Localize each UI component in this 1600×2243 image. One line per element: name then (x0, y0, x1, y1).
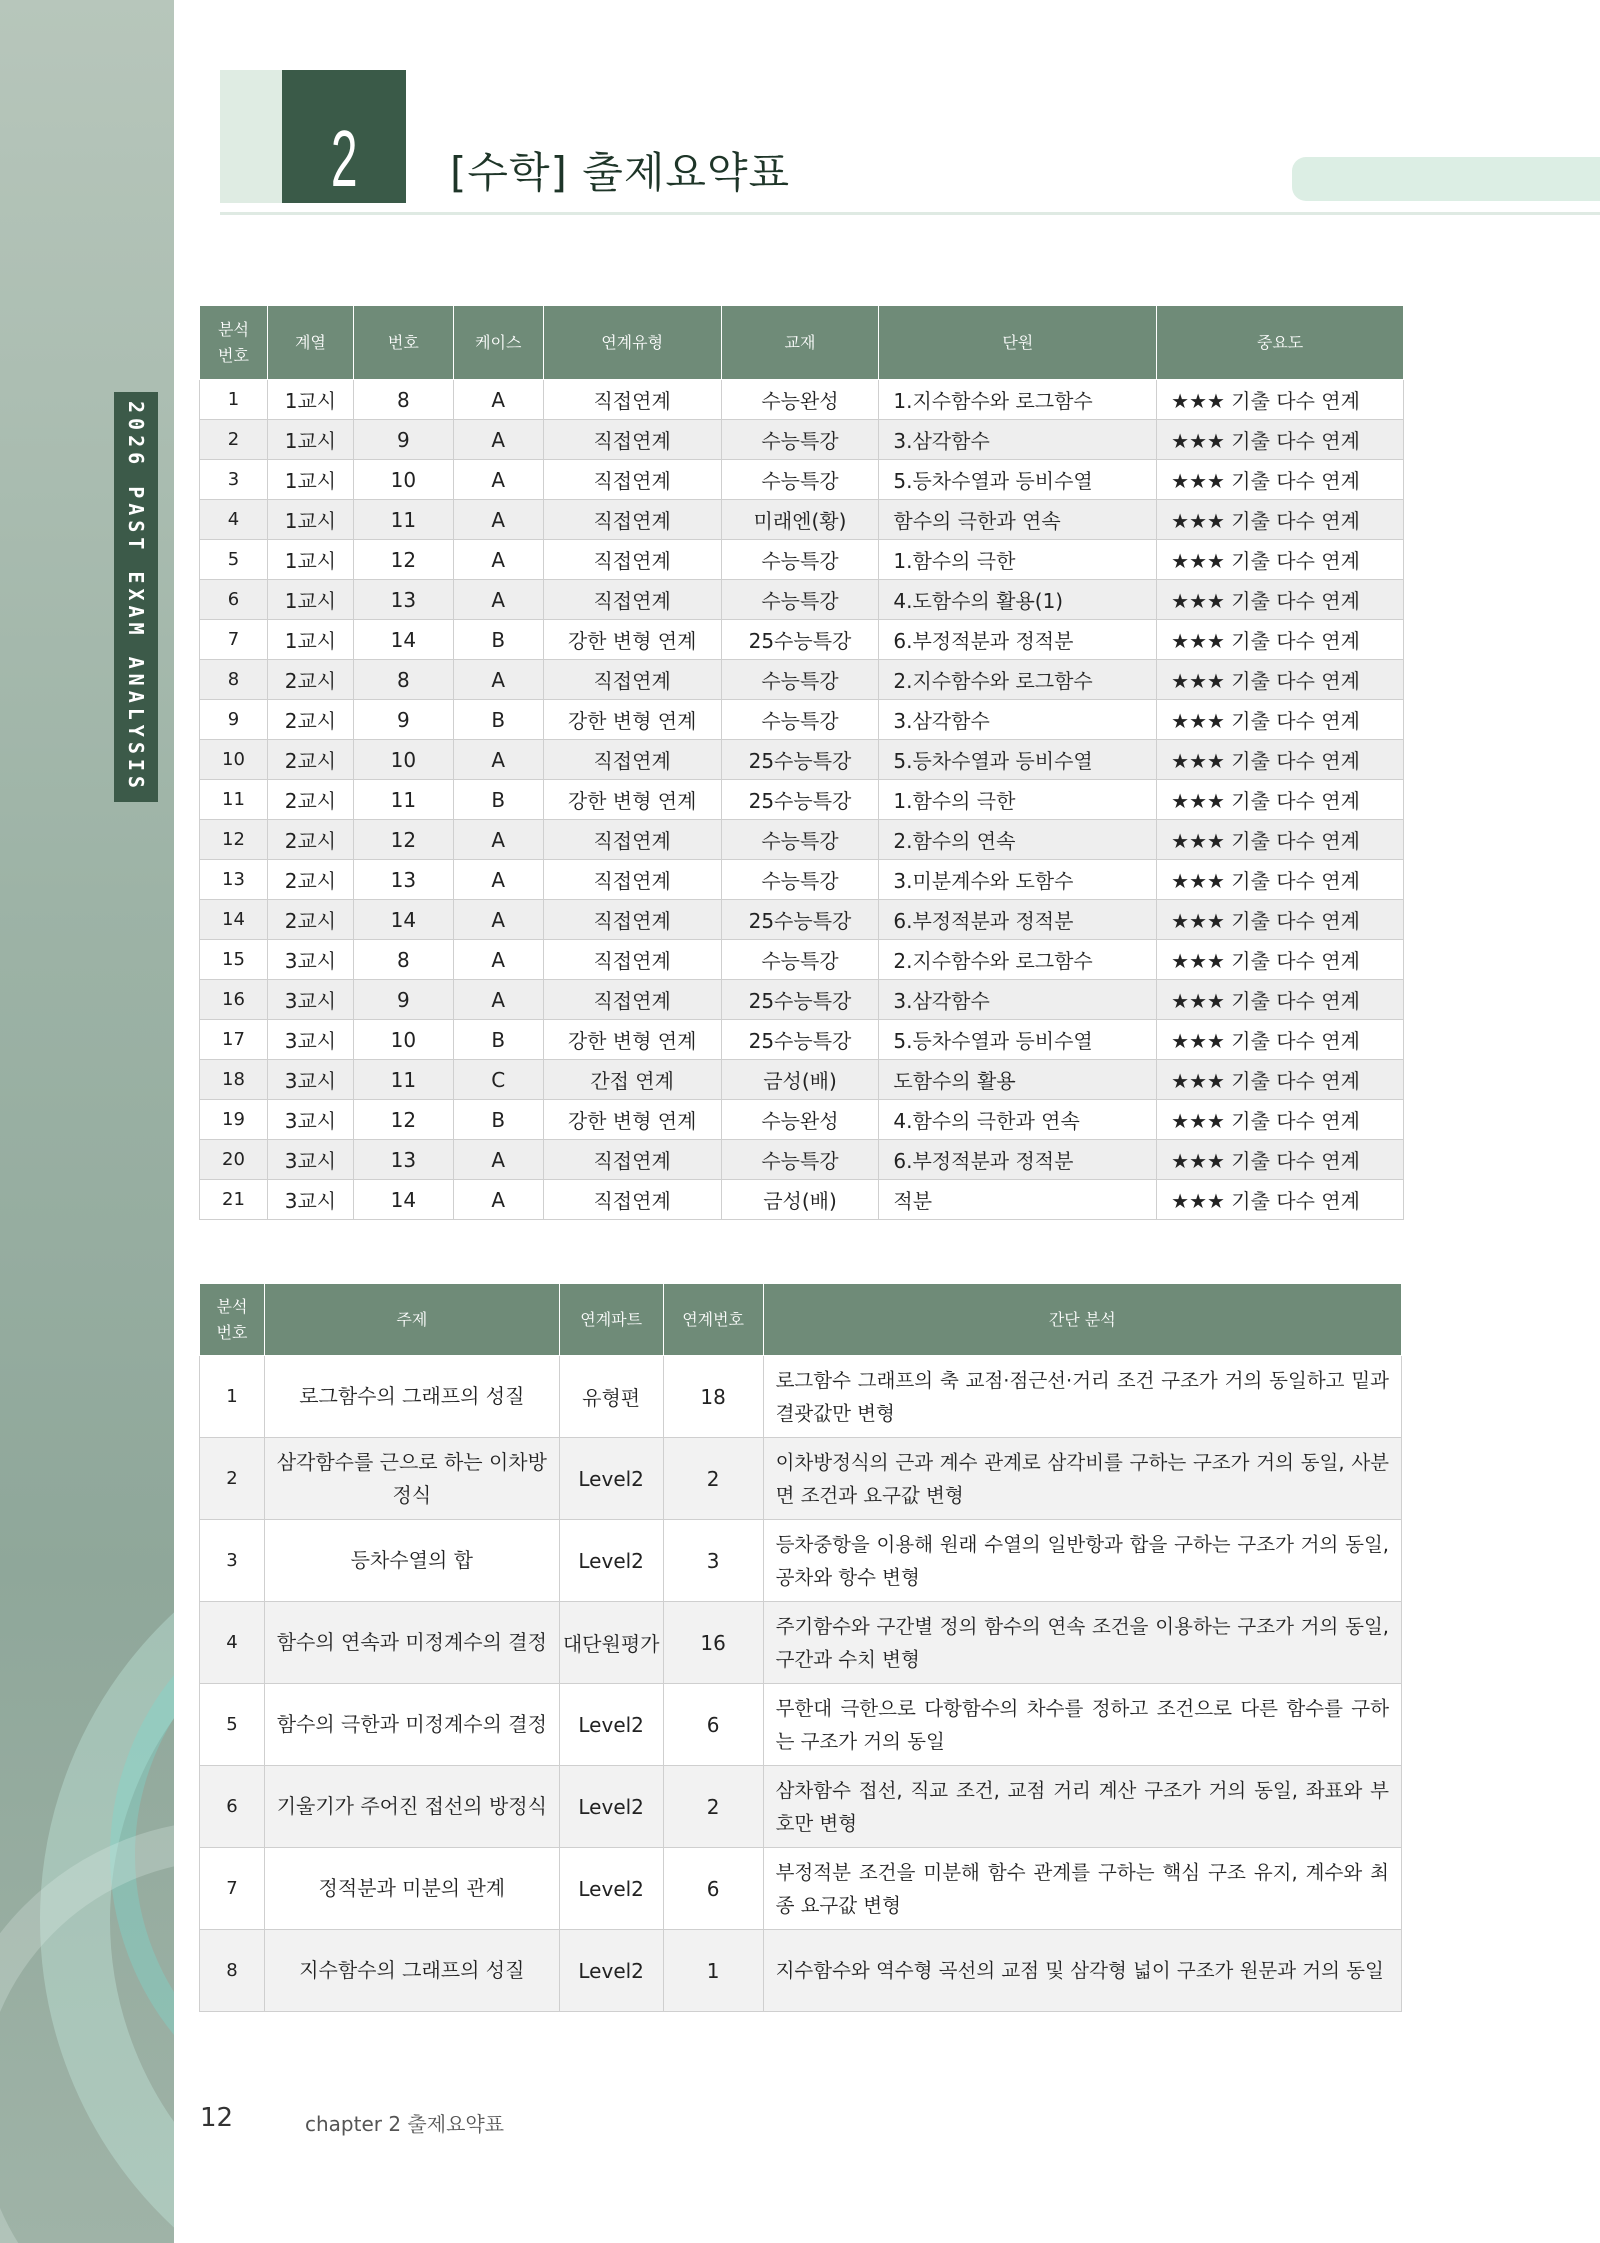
linkage-number-cell: 3 (663, 1520, 763, 1602)
linkage-type-cell: 직접연계 (543, 380, 721, 420)
brief-analysis-cell: 삼차함수 접선, 직교 조건, 교점 거리 계산 구조가 거의 동일, 좌표와 부호만 변형 (763, 1766, 1401, 1848)
analysis-number-cell: 5 (200, 540, 268, 580)
importance-cell: ★★★ 기출 다수 연계 (1157, 460, 1404, 500)
chapter-number: 2 (330, 114, 358, 203)
table-row (200, 740, 1404, 780)
header-pill (1292, 157, 1600, 201)
column-header: 교재 (721, 306, 879, 380)
unit-cell: 2.지수함수와 로그함수 (879, 940, 1157, 980)
question-number-cell: 14 (353, 620, 453, 660)
linkage-number-cell: 1 (663, 1930, 763, 2012)
linkage-type-cell: 직접연계 (543, 980, 721, 1020)
footer-chapter-label: chapter 2 출제요약표 (305, 2112, 505, 2136)
question-number-cell: 9 (353, 700, 453, 740)
question-number-cell: 8 (353, 380, 453, 420)
textbook-cell: 미래엔(황) (721, 500, 879, 540)
table-row (200, 540, 1404, 580)
importance-cell: ★★★ 기출 다수 연계 (1157, 820, 1404, 860)
unit-cell: 1.함수의 극한 (879, 780, 1157, 820)
question-number-cell: 8 (353, 660, 453, 700)
importance-cell: ★★★ 기출 다수 연계 (1157, 1180, 1404, 1220)
textbook-cell: 수능특강 (721, 420, 879, 460)
session-cell: 1교시 (267, 460, 353, 500)
session-cell: 3교시 (267, 940, 353, 980)
linkage-type-cell: 직접연계 (543, 740, 721, 780)
case-cell: B (453, 1100, 543, 1140)
table-row (200, 580, 1404, 620)
textbook-cell: 금성(배) (721, 1180, 879, 1220)
linkage-type-cell: 직접연계 (543, 940, 721, 980)
session-cell: 3교시 (267, 1060, 353, 1100)
question-number-cell: 9 (353, 980, 453, 1020)
analysis-number-cell: 20 (200, 1140, 268, 1180)
unit-cell: 3.삼각함수 (879, 420, 1157, 460)
question-number-cell: 13 (353, 860, 453, 900)
session-cell: 2교시 (267, 820, 353, 860)
linkage-type-cell: 강한 변형 연계 (543, 1020, 721, 1060)
analysis-number-cell: 4 (200, 500, 268, 540)
linkage-part-cell: 유형편 (559, 1356, 663, 1438)
unit-cell: 4.도함수의 활용(1) (879, 580, 1157, 620)
textbook-cell: 수능특강 (721, 940, 879, 980)
brief-analysis-cell: 등차중항을 이용해 원래 수열의 일반항과 합을 구하는 구조가 거의 동일, 공차와 항수 변형 (763, 1520, 1401, 1602)
linkage-part-cell: Level2 (559, 1766, 663, 1848)
unit-cell: 3.삼각함수 (879, 980, 1157, 1020)
brief-analysis-cell: 무한대 극한으로 다항함수의 차수를 정하고 조건으로 다른 함수를 구하는 구조가 거의 동일 (763, 1684, 1401, 1766)
column-header: 분석 번호 (200, 1284, 265, 1356)
table-row (200, 620, 1404, 660)
importance-cell: ★★★ 기출 다수 연계 (1157, 900, 1404, 940)
importance-cell: ★★★ 기출 다수 연계 (1157, 940, 1404, 980)
table-row (200, 1438, 1402, 1520)
unit-cell: 5.등차수열과 등비수열 (879, 740, 1157, 780)
question-number-cell: 11 (353, 780, 453, 820)
analysis-number-cell: 16 (200, 980, 268, 1020)
session-cell: 3교시 (267, 1020, 353, 1060)
textbook-cell: 25수능특강 (721, 1020, 879, 1060)
table-row (200, 1930, 1402, 2012)
session-cell: 3교시 (267, 980, 353, 1020)
analysis-number-cell: 1 (200, 1356, 265, 1438)
session-cell: 2교시 (267, 860, 353, 900)
case-cell: B (453, 620, 543, 660)
importance-cell: ★★★ 기출 다수 연계 (1157, 1060, 1404, 1100)
topic-cell: 지수함수의 그래프의 성질 (264, 1930, 559, 2012)
analysis-number-cell: 7 (200, 620, 268, 660)
session-cell: 1교시 (267, 580, 353, 620)
case-cell: C (453, 1060, 543, 1100)
unit-cell: 2.함수의 연속 (879, 820, 1157, 860)
table-row (200, 1060, 1404, 1100)
side-label (114, 392, 158, 802)
decorative-ring (0, 1820, 174, 2243)
importance-cell: ★★★ 기출 다수 연계 (1157, 1140, 1404, 1180)
analysis-number-cell: 1 (200, 380, 268, 420)
table-row (200, 420, 1404, 460)
linkage-type-cell: 강한 변형 연계 (543, 780, 721, 820)
column-header: 연계유형 (543, 306, 721, 380)
importance-cell: ★★★ 기출 다수 연계 (1157, 700, 1404, 740)
unit-cell: 적분 (879, 1180, 1157, 1220)
table-row (200, 940, 1404, 980)
analysis-number-cell: 9 (200, 700, 268, 740)
textbook-cell: 수능특강 (721, 460, 879, 500)
linkage-type-cell: 직접연계 (543, 460, 721, 500)
case-cell: A (453, 740, 543, 780)
column-header: 계열 (267, 306, 353, 380)
textbook-cell: 수능특강 (721, 820, 879, 860)
linkage-type-cell: 직접연계 (543, 540, 721, 580)
table-row (200, 660, 1404, 700)
table-row (200, 380, 1404, 420)
analysis-number-cell: 17 (200, 1020, 268, 1060)
table-row (200, 1356, 1402, 1438)
table-header-row (200, 1284, 1402, 1356)
case-cell: A (453, 420, 543, 460)
topic-cell: 함수의 극한과 미정계수의 결정 (264, 1684, 559, 1766)
question-number-cell: 12 (353, 540, 453, 580)
case-cell: B (453, 780, 543, 820)
table-row (200, 1180, 1404, 1220)
table-row (200, 1020, 1404, 1060)
linkage-part-cell: Level2 (559, 1930, 663, 2012)
case-cell: A (453, 660, 543, 700)
question-number-cell: 9 (353, 420, 453, 460)
linkage-type-cell: 직접연계 (543, 580, 721, 620)
linkage-number-cell: 6 (663, 1684, 763, 1766)
unit-cell: 3.미분계수와 도함수 (879, 860, 1157, 900)
question-number-cell: 13 (353, 580, 453, 620)
textbook-cell: 25수능특강 (721, 980, 879, 1020)
session-cell: 2교시 (267, 700, 353, 740)
linkage-part-cell: Level2 (559, 1848, 663, 1930)
linkage-type-cell: 강한 변형 연계 (543, 620, 721, 660)
linkage-number-cell: 6 (663, 1848, 763, 1930)
importance-cell: ★★★ 기출 다수 연계 (1157, 780, 1404, 820)
unit-cell: 5.등차수열과 등비수열 (879, 1020, 1157, 1060)
header-accent-box (220, 70, 282, 203)
session-cell: 2교시 (267, 900, 353, 940)
side-label-text: 2026 PAST EXAM ANALYSIS (124, 401, 148, 793)
analysis-number-cell: 13 (200, 860, 268, 900)
importance-cell: ★★★ 기출 다수 연계 (1157, 380, 1404, 420)
importance-cell: ★★★ 기출 다수 연계 (1157, 420, 1404, 460)
linkage-type-cell: 직접연계 (543, 500, 721, 540)
textbook-cell: 수능특강 (721, 860, 879, 900)
session-cell: 1교시 (267, 620, 353, 660)
topic-cell: 정적분과 미분의 관계 (264, 1848, 559, 1930)
textbook-cell: 수능완성 (721, 1100, 879, 1140)
table-row (200, 1684, 1402, 1766)
unit-cell: 5.등차수열과 등비수열 (879, 460, 1157, 500)
unit-cell: 6.부정적분과 정적분 (879, 620, 1157, 660)
case-cell: A (453, 460, 543, 500)
linkage-number-cell: 16 (663, 1602, 763, 1684)
case-cell: A (453, 380, 543, 420)
unit-cell: 6.부정적분과 정적분 (879, 900, 1157, 940)
case-cell: A (453, 500, 543, 540)
linkage-part-cell: 대단원평가 (559, 1602, 663, 1684)
topic-cell: 삼각함수를 근으로 하는 이차방정식 (264, 1438, 559, 1520)
linkage-part-cell: Level2 (559, 1520, 663, 1602)
question-number-cell: 14 (353, 900, 453, 940)
linkage-type-cell: 직접연계 (543, 420, 721, 460)
linkage-type-cell: 강한 변형 연계 (543, 700, 721, 740)
textbook-cell: 25수능특강 (721, 900, 879, 940)
table-row (200, 700, 1404, 740)
linkage-type-cell: 직접연계 (543, 1140, 721, 1180)
textbook-cell: 수능특강 (721, 540, 879, 580)
linkage-number-cell: 18 (663, 1356, 763, 1438)
column-header: 분석 번호 (200, 306, 268, 380)
question-number-cell: 8 (353, 940, 453, 980)
textbook-cell: 수능완성 (721, 380, 879, 420)
question-number-cell: 11 (353, 1060, 453, 1100)
table-row (200, 900, 1404, 940)
table-row (200, 500, 1404, 540)
topic-cell: 등차수열의 합 (264, 1520, 559, 1602)
analysis-number-cell: 3 (200, 460, 268, 500)
linkage-part-cell: Level2 (559, 1684, 663, 1766)
table-header-row (200, 306, 1404, 380)
textbook-cell: 25수능특강 (721, 620, 879, 660)
session-cell: 3교시 (267, 1140, 353, 1180)
question-number-cell: 12 (353, 1100, 453, 1140)
case-cell: A (453, 540, 543, 580)
topic-cell: 함수의 연속과 미정계수의 결정 (264, 1602, 559, 1684)
importance-cell: ★★★ 기출 다수 연계 (1157, 740, 1404, 780)
case-cell: A (453, 980, 543, 1020)
unit-cell: 4.함수의 극한과 연속 (879, 1100, 1157, 1140)
column-header: 간단 분석 (763, 1284, 1401, 1356)
importance-cell: ★★★ 기출 다수 연계 (1157, 1100, 1404, 1140)
textbook-cell: 25수능특강 (721, 740, 879, 780)
linkage-number-cell: 2 (663, 1438, 763, 1520)
question-number-cell: 14 (353, 1180, 453, 1220)
importance-cell: ★★★ 기출 다수 연계 (1157, 860, 1404, 900)
brief-analysis-cell: 이차방정식의 근과 계수 관계로 삼각비를 구하는 구조가 거의 동일, 사분면 조건과 요구값 변형 (763, 1438, 1401, 1520)
question-number-cell: 10 (353, 740, 453, 780)
table-row (200, 1766, 1402, 1848)
table-row (200, 860, 1404, 900)
session-cell: 1교시 (267, 500, 353, 540)
analysis-detail-table (199, 1283, 1402, 2012)
linkage-type-cell: 직접연계 (543, 820, 721, 860)
topic-cell: 로그함수의 그래프의 성질 (264, 1356, 559, 1438)
analysis-number-cell: 12 (200, 820, 268, 860)
table-row (200, 1848, 1402, 1930)
unit-cell: 3.삼각함수 (879, 700, 1157, 740)
column-header: 단원 (879, 306, 1157, 380)
unit-cell: 함수의 극한과 연속 (879, 500, 1157, 540)
linkage-part-cell: Level2 (559, 1438, 663, 1520)
unit-cell: 도함수의 활용 (879, 1060, 1157, 1100)
case-cell: A (453, 820, 543, 860)
column-header: 주제 (264, 1284, 559, 1356)
analysis-number-cell: 21 (200, 1180, 268, 1220)
case-cell: A (453, 940, 543, 980)
topic-cell: 기울기가 주어진 접선의 방정식 (264, 1766, 559, 1848)
session-cell: 1교시 (267, 380, 353, 420)
linkage-type-cell: 직접연계 (543, 1180, 721, 1220)
case-cell: A (453, 1140, 543, 1180)
analysis-number-cell: 5 (200, 1684, 265, 1766)
header-divider (220, 212, 1600, 215)
importance-cell: ★★★ 기출 다수 연계 (1157, 500, 1404, 540)
brief-analysis-cell: 로그함수 그래프의 축 교점·점근선·거리 조건 구조가 거의 동일하고 밑과 결괏값만 변형 (763, 1356, 1401, 1438)
table-row (200, 1100, 1404, 1140)
column-header: 케이스 (453, 306, 543, 380)
importance-cell: ★★★ 기출 다수 연계 (1157, 980, 1404, 1020)
table-row (200, 1520, 1402, 1602)
importance-cell: ★★★ 기출 다수 연계 (1157, 620, 1404, 660)
analysis-number-cell: 2 (200, 1438, 265, 1520)
analysis-number-cell: 19 (200, 1100, 268, 1140)
case-cell: B (453, 700, 543, 740)
session-cell: 2교시 (267, 740, 353, 780)
analysis-number-cell: 2 (200, 420, 268, 460)
question-number-cell: 13 (353, 1140, 453, 1180)
analysis-number-cell: 11 (200, 780, 268, 820)
brief-analysis-cell: 지수함수와 역수형 곡선의 교점 및 삼각형 넓이 구조가 원문과 거의 동일 (763, 1930, 1401, 2012)
textbook-cell: 수능특강 (721, 580, 879, 620)
analysis-number-cell: 3 (200, 1520, 265, 1602)
textbook-cell: 25수능특강 (721, 780, 879, 820)
textbook-cell: 수능특강 (721, 700, 879, 740)
analysis-number-cell: 15 (200, 940, 268, 980)
column-header: 중요도 (1157, 306, 1404, 380)
brief-analysis-cell: 주기함수와 구간별 정의 함수의 연속 조건을 이용하는 구조가 거의 동일, 구간과 수치 변형 (763, 1602, 1401, 1684)
importance-cell: ★★★ 기출 다수 연계 (1157, 580, 1404, 620)
linkage-summary-table (199, 305, 1404, 1220)
table-row (200, 460, 1404, 500)
linkage-type-cell: 직접연계 (543, 900, 721, 940)
unit-cell: 2.지수함수와 로그함수 (879, 660, 1157, 700)
analysis-number-cell: 18 (200, 1060, 268, 1100)
unit-cell: 1.지수함수와 로그함수 (879, 380, 1157, 420)
analysis-number-cell: 10 (200, 740, 268, 780)
analysis-number-cell: 8 (200, 660, 268, 700)
question-number-cell: 11 (353, 500, 453, 540)
importance-cell: ★★★ 기출 다수 연계 (1157, 1020, 1404, 1060)
question-number-cell: 12 (353, 820, 453, 860)
case-cell: A (453, 900, 543, 940)
session-cell: 3교시 (267, 1180, 353, 1220)
session-cell: 1교시 (267, 540, 353, 580)
table-row (200, 1140, 1404, 1180)
linkage-type-cell: 직접연계 (543, 860, 721, 900)
case-cell: A (453, 580, 543, 620)
analysis-number-cell: 6 (200, 580, 268, 620)
case-cell: A (453, 860, 543, 900)
column-header: 번호 (353, 306, 453, 380)
analysis-number-cell: 6 (200, 1766, 265, 1848)
importance-cell: ★★★ 기출 다수 연계 (1157, 540, 1404, 580)
unit-cell: 6.부정적분과 정적분 (879, 1140, 1157, 1180)
textbook-cell: 금성(배) (721, 1060, 879, 1100)
side-decoration-band (0, 0, 174, 2243)
page-title: [수학] 출제요약표 (450, 148, 791, 197)
session-cell: 2교시 (267, 660, 353, 700)
column-header: 연계번호 (663, 1284, 763, 1356)
column-header: 연계파트 (559, 1284, 663, 1356)
table-row (200, 820, 1404, 860)
question-number-cell: 10 (353, 460, 453, 500)
linkage-type-cell: 강한 변형 연계 (543, 1100, 721, 1140)
textbook-cell: 수능특강 (721, 1140, 879, 1180)
analysis-number-cell: 7 (200, 1848, 265, 1930)
session-cell: 3교시 (267, 1100, 353, 1140)
session-cell: 2교시 (267, 780, 353, 820)
question-number-cell: 10 (353, 1020, 453, 1060)
linkage-type-cell: 직접연계 (543, 660, 721, 700)
brief-analysis-cell: 부정적분 조건을 미분해 함수 관계를 구하는 핵심 구조 유지, 계수와 최종 요구값 변형 (763, 1848, 1401, 1930)
table-row (200, 980, 1404, 1020)
linkage-number-cell: 2 (663, 1766, 763, 1848)
chapter-number-box (282, 70, 406, 203)
unit-cell: 1.함수의 극한 (879, 540, 1157, 580)
analysis-number-cell: 8 (200, 1930, 265, 2012)
table-row (200, 780, 1404, 820)
table-row (200, 1602, 1402, 1684)
analysis-number-cell: 4 (200, 1602, 265, 1684)
linkage-type-cell: 간접 연계 (543, 1060, 721, 1100)
importance-cell: ★★★ 기출 다수 연계 (1157, 660, 1404, 700)
session-cell: 1교시 (267, 420, 353, 460)
case-cell: A (453, 1180, 543, 1220)
page-number: 12 (200, 2103, 234, 2133)
case-cell: B (453, 1020, 543, 1060)
textbook-cell: 수능특강 (721, 660, 879, 700)
analysis-number-cell: 14 (200, 900, 268, 940)
